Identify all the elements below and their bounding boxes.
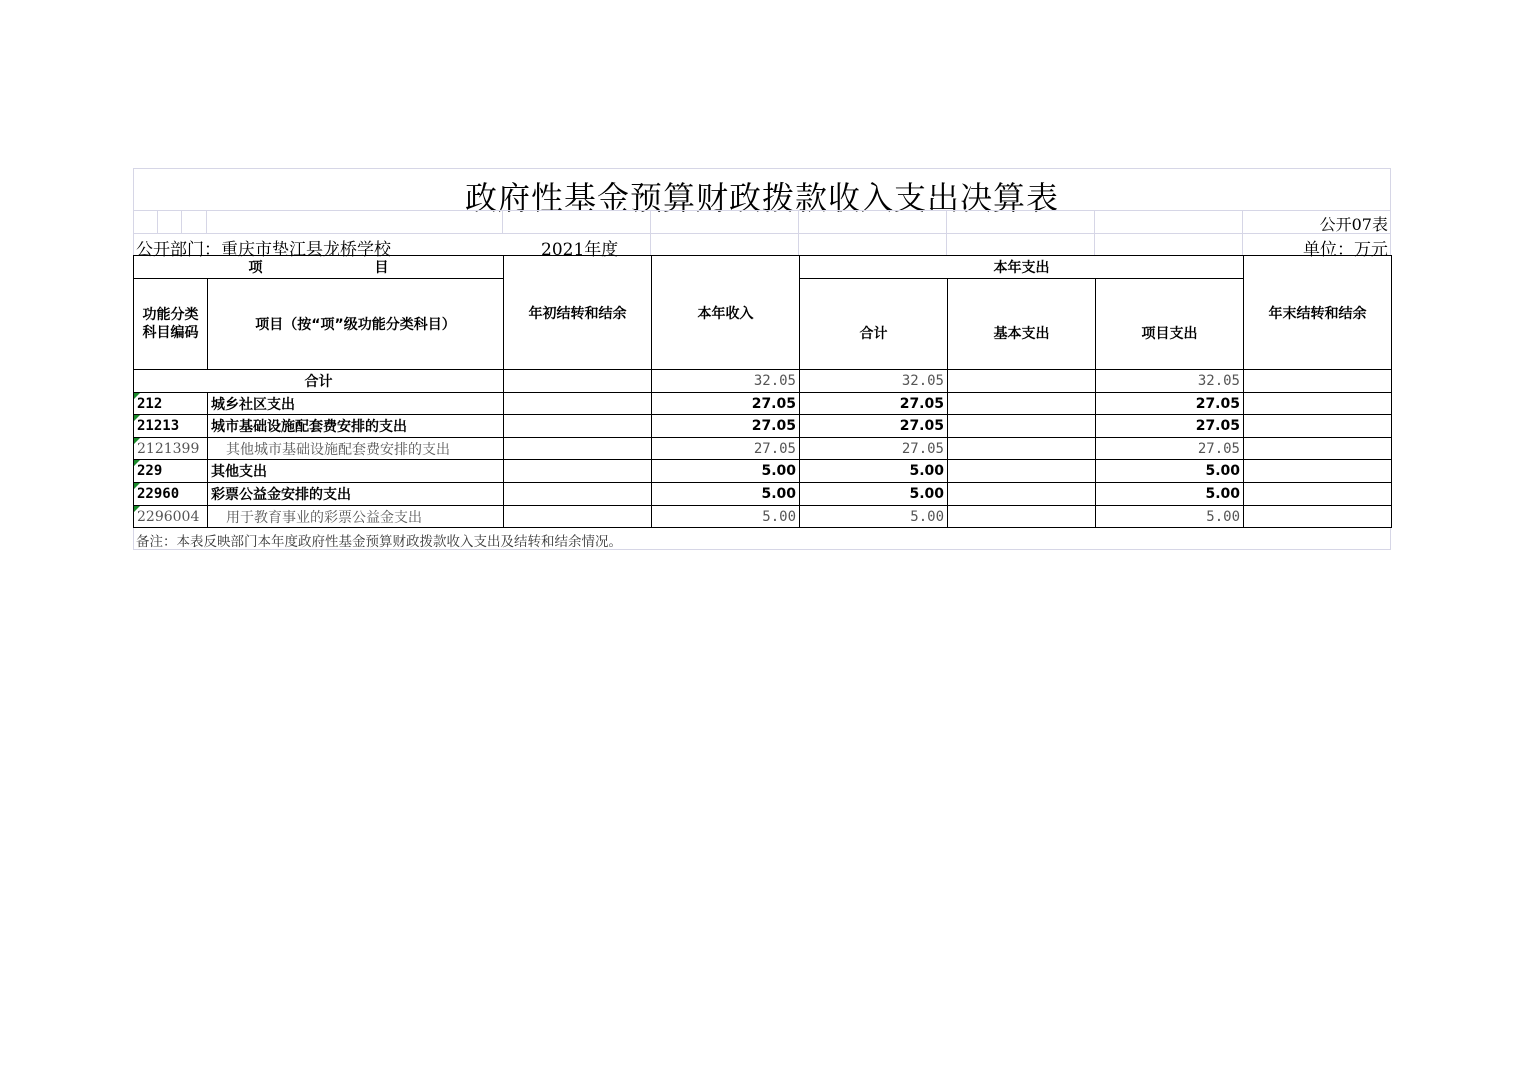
cell-total: 27.05 bbox=[800, 415, 948, 438]
grid-cell bbox=[947, 210, 1095, 233]
total-label: 合计 bbox=[134, 370, 504, 393]
cell-basic bbox=[948, 483, 1096, 506]
flag-icon bbox=[134, 393, 140, 399]
cell-begin bbox=[504, 415, 652, 438]
header-exp-total: 合计 bbox=[800, 279, 948, 370]
cell-begin bbox=[504, 370, 652, 393]
grid-cell bbox=[1095, 210, 1243, 233]
flag-icon bbox=[134, 460, 140, 466]
cell-project: 5.00 bbox=[1096, 506, 1244, 528]
cell-name: 用于教育事业的彩票公益金支出 bbox=[208, 506, 504, 528]
cell-total: 27.05 bbox=[800, 438, 948, 460]
table-row bbox=[134, 393, 1392, 415]
header-code: 功能分类科目编码 bbox=[134, 279, 208, 370]
cell-code bbox=[134, 415, 208, 438]
table-row bbox=[134, 483, 1392, 506]
cell-begin bbox=[504, 460, 652, 483]
cell-income: 27.05 bbox=[652, 393, 800, 415]
cell-name: 其他城市基础设施配套费安排的支出 bbox=[208, 438, 504, 460]
cell-income: 5.00 bbox=[652, 460, 800, 483]
table-row-total bbox=[134, 370, 1392, 393]
flag-icon bbox=[134, 483, 140, 489]
grid-cell bbox=[158, 210, 182, 233]
cell-begin bbox=[504, 506, 652, 528]
cell-code bbox=[134, 438, 208, 460]
cell-end bbox=[1244, 393, 1392, 415]
table-row bbox=[134, 506, 1392, 528]
cell-project: 5.00 bbox=[1096, 460, 1244, 483]
flag-icon bbox=[134, 506, 140, 512]
code-text: 229 bbox=[137, 463, 163, 479]
cell-income: 5.00 bbox=[652, 506, 800, 528]
cell-total: 5.00 bbox=[800, 460, 948, 483]
table-row bbox=[134, 415, 1392, 438]
cell-basic bbox=[948, 460, 1096, 483]
flag-icon bbox=[134, 415, 140, 421]
cell-project: 27.05 bbox=[1096, 393, 1244, 415]
cell-code bbox=[134, 460, 208, 483]
header-expense-group: 本年支出 bbox=[800, 256, 1244, 279]
footnote: 备注：本表反映部门本年度政府性基金预算财政拨款收入支出及结转和结余情况。 bbox=[136, 534, 622, 550]
cell-end bbox=[1244, 483, 1392, 506]
cell-project: 27.05 bbox=[1096, 438, 1244, 460]
grid-cell bbox=[133, 210, 158, 233]
cell-project: 32.05 bbox=[1096, 370, 1244, 393]
cell-code bbox=[134, 393, 208, 415]
cell-basic bbox=[948, 415, 1096, 438]
cell-project: 27.05 bbox=[1096, 415, 1244, 438]
cell-begin bbox=[504, 438, 652, 460]
code-text: 2296004 bbox=[137, 508, 200, 525]
grid-cell bbox=[651, 233, 799, 256]
flag-icon bbox=[134, 438, 140, 444]
grid-cell bbox=[182, 210, 207, 233]
cell-income: 27.05 bbox=[652, 415, 800, 438]
cell-basic bbox=[948, 438, 1096, 460]
table-row bbox=[134, 460, 1392, 483]
cell-income: 5.00 bbox=[652, 483, 800, 506]
code-text: 2121399 bbox=[137, 440, 200, 457]
grid-cell bbox=[799, 233, 947, 256]
cell-total: 32.05 bbox=[800, 370, 948, 393]
code-text: 22960 bbox=[137, 486, 180, 502]
form-number: 公开07表 bbox=[1319, 215, 1388, 234]
cell-end bbox=[1244, 415, 1392, 438]
cell-basic bbox=[948, 506, 1096, 528]
cell-income: 27.05 bbox=[652, 438, 800, 460]
code-text: 21213 bbox=[137, 418, 180, 434]
report-title: 政府性基金预算财政拨款收入支出决算表 bbox=[464, 179, 1059, 217]
cell-code bbox=[134, 483, 208, 506]
header-item-group: 项 目 bbox=[134, 256, 504, 279]
cell-project: 5.00 bbox=[1096, 483, 1244, 506]
cell-total: 5.00 bbox=[800, 483, 948, 506]
cell-total: 5.00 bbox=[800, 506, 948, 528]
code-text: 212 bbox=[137, 395, 163, 412]
cell-begin bbox=[504, 393, 652, 415]
cell-total: 27.05 bbox=[800, 393, 948, 415]
cell-basic bbox=[948, 370, 1096, 393]
cell-end bbox=[1244, 438, 1392, 460]
fiscal-year: 2021年度 bbox=[541, 240, 619, 260]
grid-cell bbox=[947, 233, 1095, 256]
grid-cell bbox=[651, 210, 799, 233]
header-exp-project: 项目支出 bbox=[1096, 279, 1244, 370]
cell-basic bbox=[948, 393, 1096, 415]
budget-table bbox=[133, 255, 1392, 528]
header-income: 本年收入 bbox=[652, 256, 800, 370]
grid-cell bbox=[799, 210, 947, 233]
cell-name: 其他支出 bbox=[208, 460, 504, 483]
title-band bbox=[133, 168, 1391, 217]
report-sheet bbox=[133, 168, 1391, 550]
grid-cell bbox=[1095, 233, 1243, 256]
header-begin-balance: 年初结转和结余 bbox=[504, 256, 652, 370]
unit-label: 单位：万元 bbox=[1303, 240, 1388, 260]
cell-code bbox=[134, 506, 208, 528]
header-item-name: 项目（按“项”级功能分类科目） bbox=[208, 279, 504, 370]
cell-begin bbox=[504, 483, 652, 506]
cell-end bbox=[1244, 460, 1392, 483]
grid-cell bbox=[503, 210, 651, 233]
grid-cell bbox=[207, 210, 503, 233]
note-band bbox=[133, 528, 1391, 550]
cell-name: 城市基础设施配套费安排的支出 bbox=[208, 415, 504, 438]
header-end-balance: 年末结转和结余 bbox=[1244, 256, 1392, 370]
cell-end bbox=[1244, 370, 1392, 393]
cell-end bbox=[1244, 506, 1392, 528]
cell-name: 彩票公益金安排的支出 bbox=[208, 483, 504, 506]
cell-name: 城乡社区支出 bbox=[208, 393, 504, 415]
header-exp-basic: 基本支出 bbox=[948, 279, 1096, 370]
cell-income: 32.05 bbox=[652, 370, 800, 393]
table-row bbox=[134, 438, 1392, 460]
department-label: 公开部门：重庆市垫江县龙桥学校 bbox=[136, 240, 391, 260]
